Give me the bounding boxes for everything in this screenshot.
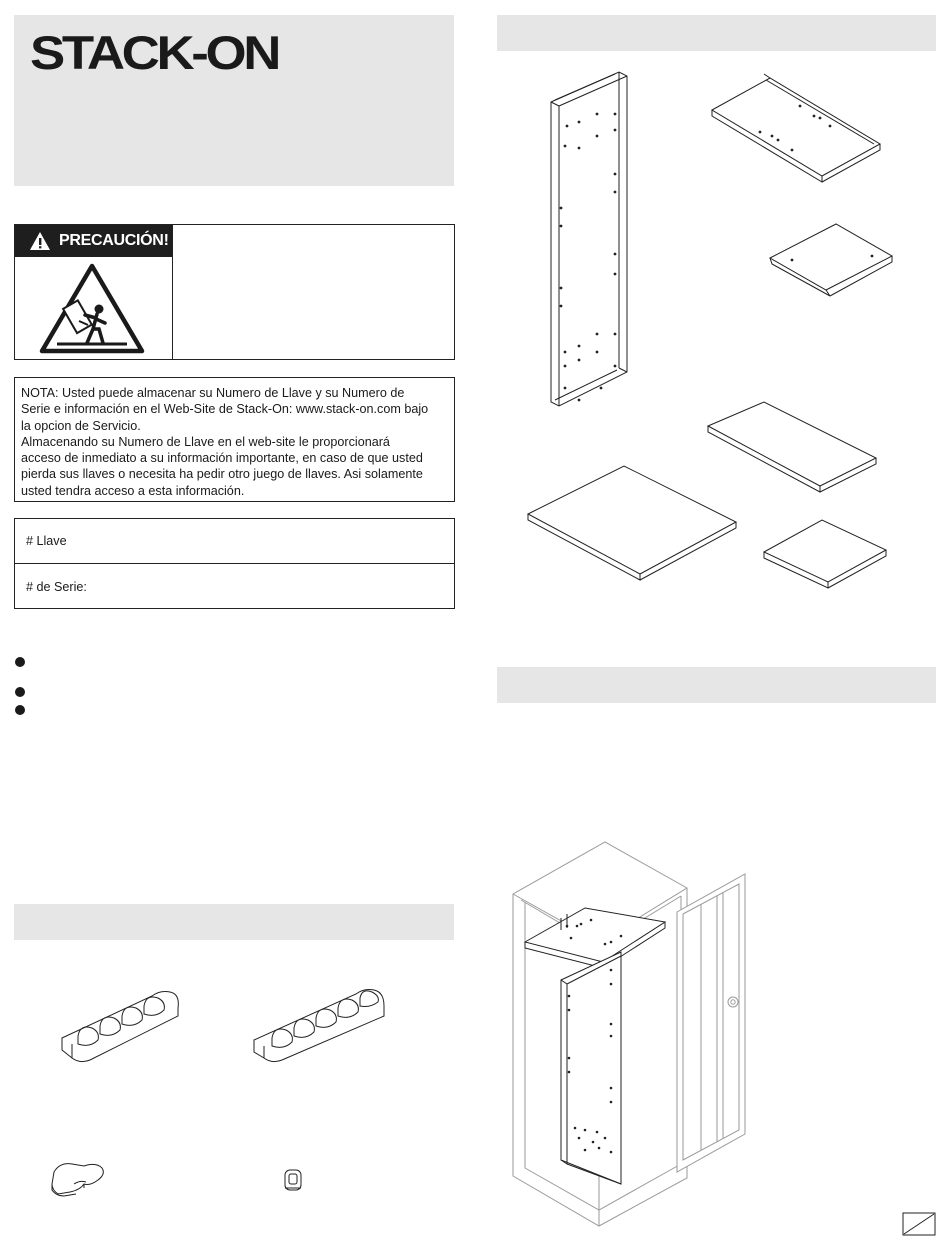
caution-panel — [14, 224, 455, 360]
small-shelf-panel — [766, 220, 898, 300]
gun-barrel-rest-part — [50, 1160, 108, 1200]
warning-triangle-icon — [29, 231, 51, 251]
note-line: acceso de inmediato a su información importante, en caso de que usted — [21, 451, 423, 466]
note-line: Serie e información en el Web-Site de Stack-On: www.stack-on.com bajo — [21, 402, 429, 417]
cabinet-assembly-illustration — [505, 838, 755, 1228]
note-line: NOTA: Usted puede almacenar su Numero de Llave y su Numero de — [21, 386, 405, 400]
hardware-section-band — [14, 904, 454, 940]
note-line: Almacenando su Numero de Llave en el web-site le proporcionará — [21, 434, 390, 449]
lock-cam-part — [283, 1168, 305, 1194]
key-serial-record-box — [14, 518, 455, 609]
gun-rack-part-left — [60, 988, 190, 1068]
key-number-label: # Llave — [26, 534, 67, 548]
gun-rack-part-right — [252, 988, 392, 1068]
tip-over-hazard-icon — [39, 263, 145, 355]
flat-shelf-small — [760, 516, 890, 596]
bullet-dot — [15, 687, 25, 697]
parts-section-band — [497, 15, 936, 51]
serial-number-field — [15, 564, 454, 609]
page-corner-mark — [902, 1212, 936, 1236]
key-registration-note — [14, 377, 455, 502]
assembly-section-band — [497, 667, 936, 703]
bullet-dot — [15, 657, 25, 667]
note-line: usted tendra acceso a esta información. — [21, 483, 245, 498]
flat-shelf-large — [524, 462, 740, 586]
note-line: pierda sus llaves o necesita ha pedir otro juego de llaves. Asi solamente — [21, 467, 423, 482]
caution-header — [15, 225, 172, 257]
caution-label-cell — [15, 225, 173, 359]
tall-divider-panel — [545, 70, 635, 415]
bullet-dot — [15, 705, 25, 715]
note-line: la opcion de Servicio. — [21, 418, 141, 433]
key-number-field — [15, 519, 454, 564]
top-shelf-panel — [706, 72, 886, 184]
serial-number-label: # de Serie: — [26, 579, 87, 594]
svg-text:STACK-ON: STACK-ON — [30, 26, 279, 76]
caution-label: PRECAUCIÓN! — [59, 232, 169, 249]
stack-on-logo — [30, 26, 280, 76]
